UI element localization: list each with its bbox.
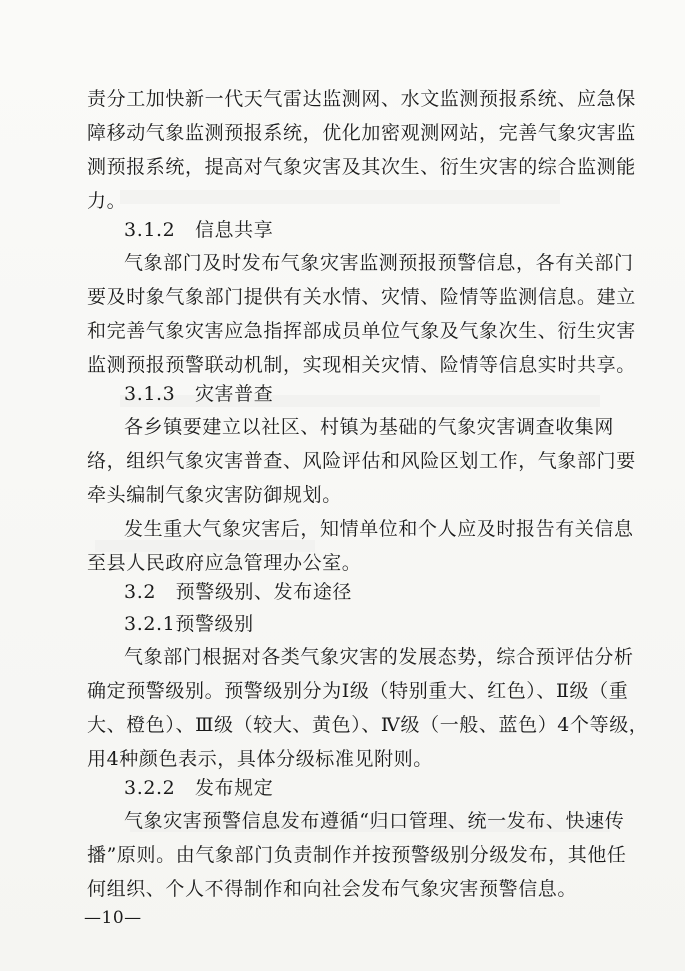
paragraph-line: 发生重大气象灾害后，知情单位和个人应及时报告有关信息 <box>124 518 634 540</box>
section-heading-3-2-1: 3.2.1预警级别 <box>124 613 254 635</box>
paragraph-line: 气象部门根据对各类气象灾害的发展态势，综合预评估分析 <box>124 646 634 668</box>
paragraph-line: 障移动气象监测预报系统，优化加密观测网站，完善气象灾害监 <box>87 122 636 144</box>
paragraph-line: 责分工加快新一代天气雷达监测网、水文监测预报系统、应急保 <box>87 88 636 110</box>
paragraph-line: 力。 <box>87 190 127 212</box>
paragraph-line: 播”原则。由气象部门负责制作并按预警级别分级发布，其他任 <box>87 844 627 866</box>
section-heading-3-2-2: 3.2.2 发布规定 <box>124 777 274 799</box>
page-number: —10— <box>84 908 142 928</box>
paragraph-line: 监测预报预警联动机制，实现相关灾情、险情等信息实时共享。 <box>87 354 636 376</box>
paragraph-line: 大、橙色）、Ⅲ级（较大、黄色）、Ⅳ级（一般、蓝色）4个等级， <box>87 714 649 736</box>
paragraph-line: 确定预警级别。预警级别分为Ⅰ级（特别重大、红色）、Ⅱ级（重 <box>87 680 629 702</box>
paragraph-line: 气象部门及时发布气象灾害监测预报预警信息，各有关部门 <box>124 252 634 274</box>
section-heading-3-1-3: 3.1.3 灾害普查 <box>124 383 274 405</box>
section-heading-3-2: 3.2 预警级别、发布途径 <box>124 581 353 603</box>
paragraph-line: 要及时象气象部门提供有关水情、灾情、险情等监测信息。建立 <box>87 286 636 308</box>
paragraph-line: 络，组织气象灾害普查、风险评估和风险区划工作，气象部门要 <box>87 450 636 472</box>
paragraph-line: 测预报系统，提高对气象灾害及其次生、衍生灾害的综合监测能 <box>87 156 636 178</box>
paragraph-line: 和完善气象灾害应急指挥部成员单位气象及气象次生、衍生灾害 <box>87 320 636 342</box>
paragraph-line: 牵头编制气象灾害防御规划。 <box>87 484 342 506</box>
paragraph-line: 气象灾害预警信息发布遵循“归口管理、统一发布、快速传 <box>124 810 625 832</box>
paragraph-line: 用4种颜色表示，具体分级标准见附则。 <box>87 748 433 770</box>
paragraph-line: 何组织、个人不得制作和向社会发布气象灾害预警信息。 <box>87 878 578 900</box>
paragraph-line: 各乡镇要建立以社区、村镇为基础的气象灾害调查收集网 <box>124 416 615 438</box>
paragraph-line: 至县人民政府应急管理办公室。 <box>87 552 362 574</box>
section-heading-3-1-2: 3.1.2 信息共享 <box>124 219 274 241</box>
